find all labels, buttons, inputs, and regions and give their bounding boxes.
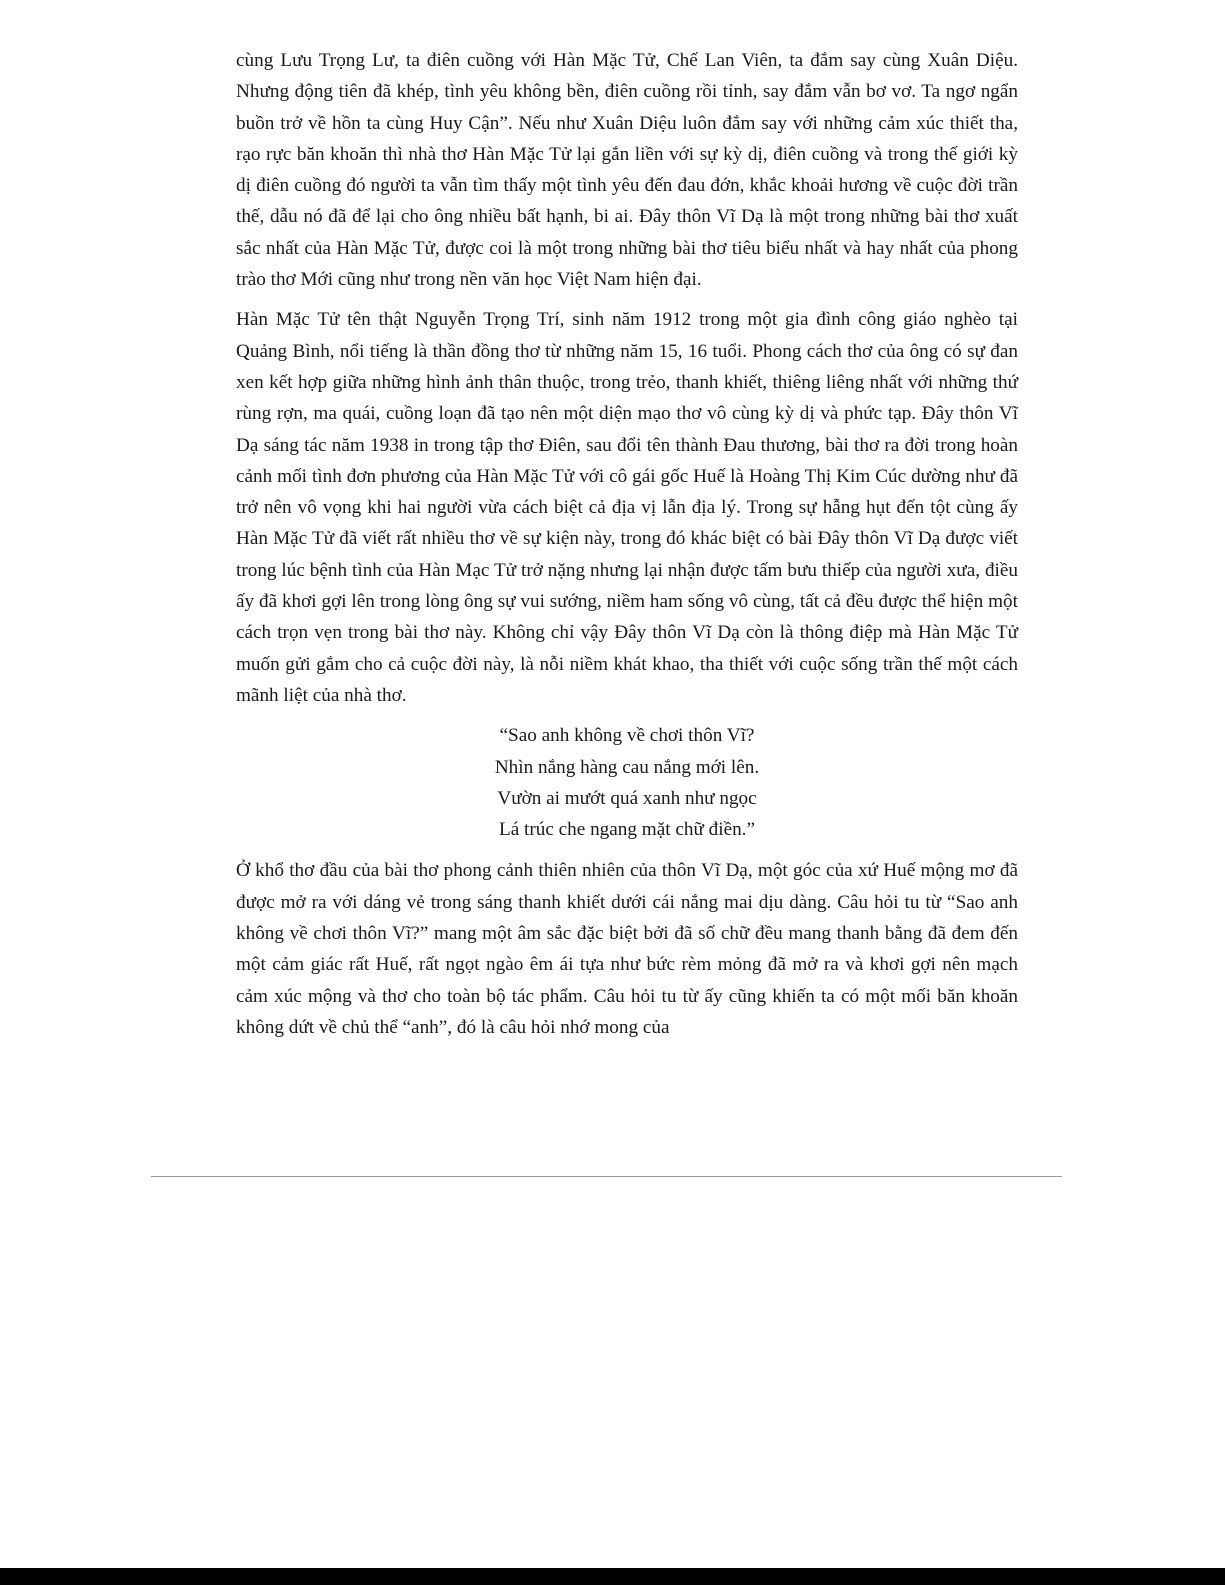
poem-stanza — [236, 720, 1018, 845]
poem-line: Vườn ai mướt quá xanh như ngọc — [497, 787, 757, 809]
bottom-edge-bar — [0, 1568, 1225, 1585]
paragraph-author-bio: Hàn Mặc Tử tên thật Nguyễn Trọng Trí, sinh năm 1912 trong một gia đình công giáo nghèo tại Quảng Bình, nổi tiếng là thần đồng thơ từ những năm 15, 16 tuổi. Phong cách thơ của ông có sự đan xen kết hợp giữa những hình ảnh thân thuộc, trong trẻo, thanh khiết, thiêng liêng nhất với những thứ rùng rợn, ma quái, cuồng loạn đã tạo nên một diện mạo thơ vô cùng kỳ dị và phức tạp. Đây thôn Vĩ Dạ sáng tác năm 1938 in trong tập thơ Điên, sau đổi tên thành Đau thương, bài thơ ra đời trong hoàn cảnh mối tình đơn phương của Hàn Mặc Tử với cô gái gốc Huế là Hoàng Thị Kim Cúc dường như đã trở nên vô vọng khi hai người vừa cách biệt cả địa vị lẫn địa lý. Trong sự hẫng hụt đến tột cùng ấy Hàn Mặc Tử đã viết rất nhiều thơ về sự kiện này, trong đó khác biệt có bài Đây thôn Vĩ Dạ được viết trong lúc bệnh tình của Hàn Mạc Tử trở nặng nhưng lại nhận được tấm bưu thiếp của người xưa, điều ấy đã khơi gợi lên trong lòng ông sự vui sướng, niềm ham sống vô cùng, tất cả đều được thể hiện một cách trọn vẹn trong bài thơ này. Không chỉ vậy Đây thôn Vĩ Dạ còn là thông điệp mà Hàn Mặc Tử muốn gửi gắm cho cả cuộc đời này, là nỗi niềm khát khao, tha thiết với cuộc sống trần thế một cách mãnh liệt của nhà thơ. — [236, 309, 1018, 706]
page-footer-divider — [151, 1176, 1062, 1177]
poem-line: Nhìn nắng hàng cau nắng mới lên. — [494, 756, 760, 778]
paragraph-intro: cùng Lưu Trọng Lư, ta điên cuồng với Hàn Mặc Tử, Chế Lan Viên, ta đắm say cùng Xuân Diệu. Nhưng động tiên đã khép, tình yêu không bền, điên cuồng rồi tỉnh, say đắm vẫn bơ vơ. Ta ngơ ngẩn buồn trở về hồn ta cùng Huy Cận”. Nếu như Xuân Diệu luôn đắm say với những cảm xúc thiết tha, rạo rực băn khoăn thì nhà thơ Hàn Mặc Tử lại gắn liền với sự kỳ dị, điên cuồng và trong thế giới kỳ dị điên cuồng đó người ta vẫn tìm thấy một tình yêu đến đau đớn, khắc khoải hương về cuộc đời trần thế, dẫu nó đã để lại cho ông nhiều bất hạnh, bi ai. Đây thôn Vĩ Dạ là một trong những bài thơ xuất sắc nhất của Hàn Mặc Tử, được coi là một trong những bài thơ tiêu biểu nhất và hay nhất của phong trào thơ Mới cũng như trong nền văn học Việt Nam hiện đại. — [236, 50, 1018, 291]
poem-line: “Sao anh không về chơi thôn Vĩ? — [499, 725, 755, 747]
paragraph-analysis: Ở khổ thơ đầu của bài thơ phong cảnh thiên nhiên của thôn Vĩ Dạ, một góc của xứ Huế mộng mơ đã được mở ra với dáng vẻ trong sáng thanh khiết dưới cái nắng mai dịu dàng. Câu hỏi tu từ “Sao anh không về chơi thôn Vĩ?” mang một âm sắc đặc biệt bởi đã số chữ đều mang thanh bằng đã đem đến một cảm giác rất Huế, rất ngọt ngào êm ái tựa như bức rèm mỏng đã mở ra và khơi gợi nên mạch cảm xúc mộng và thơ cho toàn bộ tác phẩm. Câu hỏi tu từ ấy cũng khiến ta có một mối băn khoăn không dứt về chủ thể “anh”, đó là câu hỏi nhớ mong của — [236, 860, 1018, 1038]
poem-line: Lá trúc che ngang mặt chữ điền.” — [499, 819, 755, 841]
page-body — [236, 45, 1018, 1052]
